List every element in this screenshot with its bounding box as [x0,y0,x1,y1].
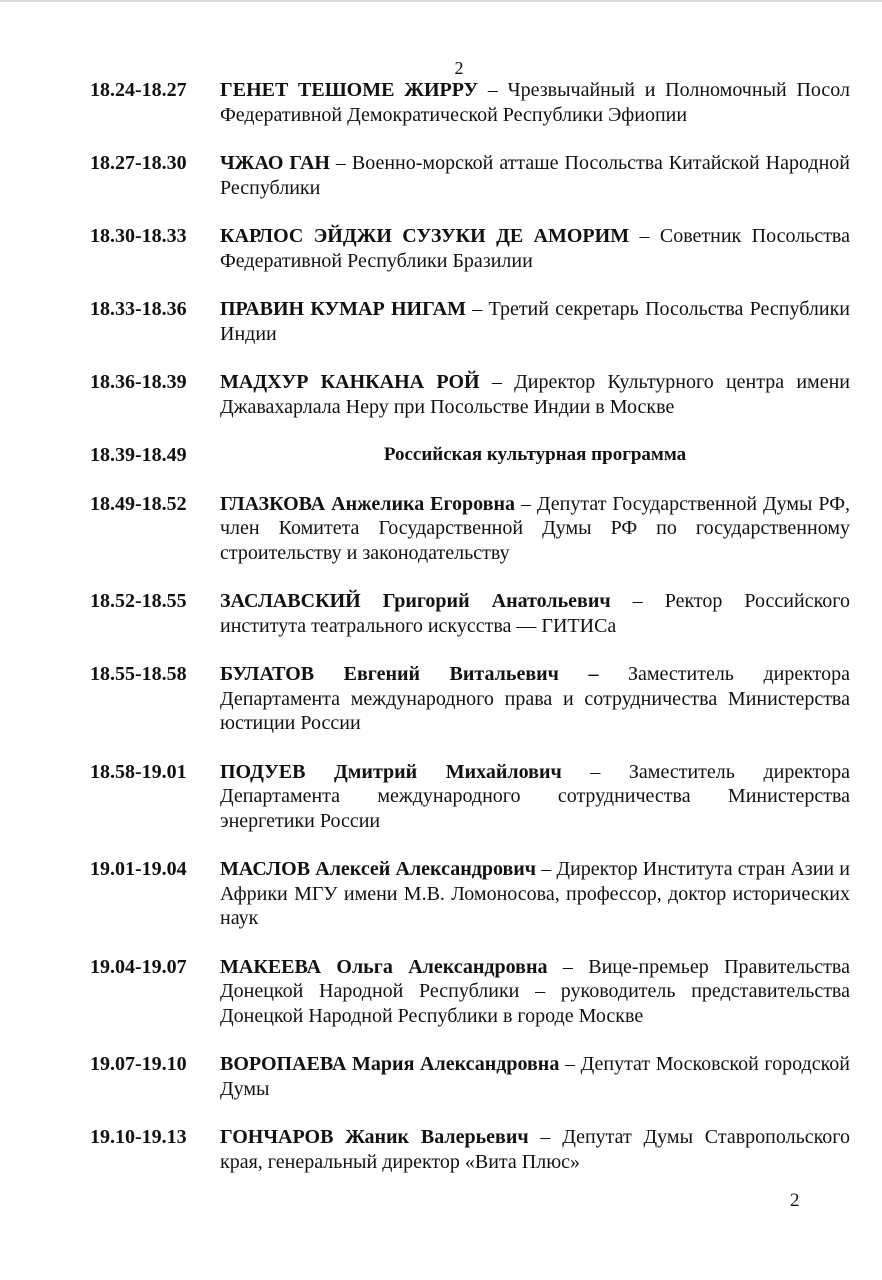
speaker-name: ВОРОПАЕВА Мария Александровна [220,1053,560,1075]
entry-text [220,297,850,346]
time-slot: 18.33-18.36 [90,298,187,320]
time-slot: 18.24-18.27 [90,79,187,101]
speaker-name: ГЕНЕТ ТЕШОМЕ ЖИРРУ [220,79,479,101]
time-slot: 19.07-19.10 [90,1053,187,1075]
entry-text [220,760,850,834]
list-item [90,297,850,346]
time-slot: 19.04-19.07 [90,955,187,978]
entry-text [220,78,850,127]
speaker-position: Заместитель директора Департамента международного права и сотрудничества Министерства юстиции России [220,663,851,734]
list-item [90,151,850,200]
speaker-position: – Чрезвычайный и Полномочный Посол Федеративной Демократической Республики Эфиопии [220,79,850,126]
speaker-position: – Депутат Московской городской Думы [220,1053,850,1100]
speaker-name: ПОДУЕВ Дмитрий Михайлович [220,760,562,783]
entry-text [220,151,850,200]
entry-text [220,857,850,931]
time-slot: 18.27-18.30 [90,152,187,174]
program-list [90,78,850,1198]
list-item [90,760,850,834]
speaker-name: БУЛАТОВ Евгений Витальевич – [220,663,599,685]
section-title: Российская культурная программа [383,444,687,465]
page-number-bottom: 2 [790,1190,800,1211]
page-number-top: 2 [454,58,464,78]
entry-text [220,955,850,1029]
list-item [90,443,850,468]
top-border [0,0,882,2]
speaker-name: ГЛАЗКОВА Анжелика Егоровна [220,492,516,515]
speaker-name: КАРЛОС ЭЙДЖИ СУЗУКИ ДЕ АМОРИМ [220,225,630,247]
list-item [90,78,850,127]
entry-text [220,1125,850,1174]
entry-text [220,224,850,273]
list-item [90,492,850,566]
speaker-position: – Военно-морской атташе Посольства Китайской Народной Республики [220,152,850,199]
speaker-name: ПРАВИН КУМАР НИГАМ [220,298,466,320]
list-item [90,955,850,1029]
speaker-name: ЗАСЛАВСКИЙ Григорий Анатольевич [220,590,611,612]
speaker-name: ГОНЧАРОВ Жаник Валерьевич [220,1126,529,1148]
speaker-position: – Депутат Государственной Думы РФ, член Комитета Государственной Думы РФ по государственному строительству и законодательству [220,492,850,564]
entry-text [220,589,850,638]
time-slot: 18.58-19.01 [90,760,187,783]
speaker-position: – Депутат Думы Ставропольского края, генеральный директор «Вита Плюс» [220,1126,850,1173]
speaker-position: – Директор Культурного центра имени Джавахарлала Неру при Посольстве Индии в Москве [220,371,850,418]
time-slot: 18.36-18.39 [90,371,187,393]
speaker-name: МАСЛОВ Алексей Александрович [220,858,537,880]
time-slot: 18.52-18.55 [90,590,187,612]
list-item [90,589,850,638]
list-item [90,370,850,419]
entry-text [220,1052,850,1101]
list-item [90,1052,850,1101]
time-slot: 18.55-18.58 [90,663,187,685]
entry-text [220,662,850,736]
time-slot: 18.39-18.49 [90,444,187,466]
list-item [90,1125,850,1174]
speaker-position: – Вице-премьер Правительства Донецкой Народной Республики – руководитель представительства Донецкой Народной Республики в городе Москве [220,955,850,1027]
time-slot: 18.30-18.33 [90,225,187,247]
speaker-position: – Заместитель директора Департамента международного сотрудничества Министерства энергетики России [220,760,851,832]
entry-text [220,370,850,419]
list-item [90,224,850,273]
speaker-name: МАДХУР КАНКАНА РОЙ [220,371,480,393]
list-item [90,662,850,736]
speaker-position: – Третий секретарь Посольства Республики Индии [220,298,850,345]
speaker-name: ЧЖАО ГАН [220,152,330,174]
speaker-name: МАКЕЕВА Ольга Александровна [220,955,548,978]
time-slot: 19.10-19.13 [90,1126,187,1148]
speaker-position: – Советник Посольства Федеративной Республики Бразилии [220,225,850,272]
entry-text [220,492,850,566]
list-item [90,857,850,931]
time-slot: 18.49-18.52 [90,492,187,515]
speaker-position: – Директор Института стран Азии и Африки МГУ имени М.В. Ломоносова, профессор, доктор исторических наук [220,858,850,929]
time-slot: 19.01-19.04 [90,858,187,880]
speaker-position: – Ректор Российского института театрального искусства — ГИТИСа [220,590,850,637]
